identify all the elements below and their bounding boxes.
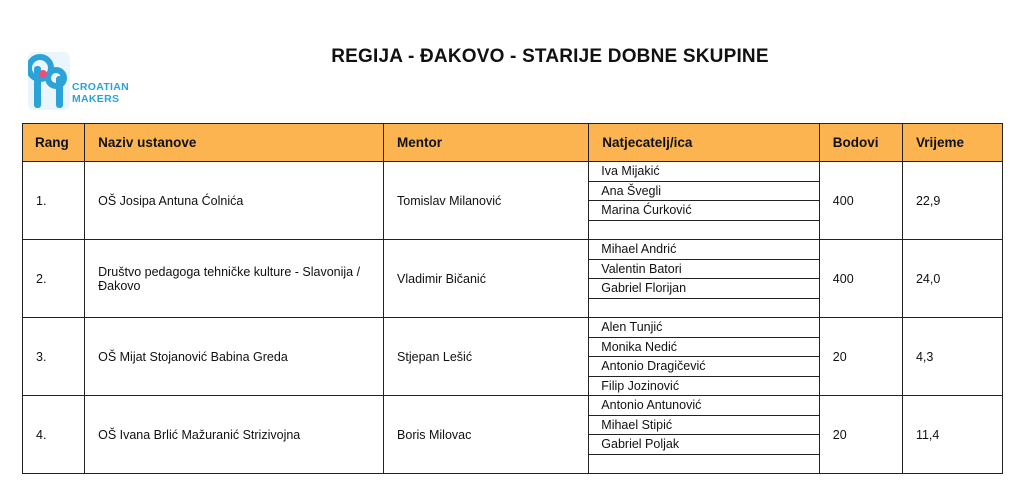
rang-cell: 3. xyxy=(23,318,85,396)
mentor-cell: Vladimir Bičanić xyxy=(384,240,589,318)
table-header-row xyxy=(23,124,1003,162)
table-row xyxy=(23,240,1003,318)
competitor-name: Gabriel Florijan xyxy=(589,279,819,299)
mentor-cell: Tomislav Milanović xyxy=(384,162,589,240)
naziv-cell: OŠ Josipa Antuna Ćolnića xyxy=(85,162,384,240)
vrijeme-cell: 24,0 xyxy=(902,240,1002,318)
makers-logo-icon xyxy=(28,48,72,110)
header-vrijeme: Vrijeme xyxy=(902,124,1002,162)
vrijeme-cell: 22,9 xyxy=(902,162,1002,240)
competitor-name: Antonio Antunović xyxy=(589,396,819,416)
naziv-cell: Društvo pedagoga tehničke kulture - Slavonija / Đakovo xyxy=(85,240,384,318)
vrijeme-cell: 4,3 xyxy=(902,318,1002,396)
page-title: REGIJA - ĐAKOVO - STARIJE DOBNE SKUPINE xyxy=(331,46,769,67)
rang-cell: 2. xyxy=(23,240,85,318)
competitor-name: Alen Tunjić xyxy=(589,318,819,338)
results-table xyxy=(22,123,1003,474)
logo-wordmark xyxy=(72,81,129,105)
competitor-name: Monika Nedić xyxy=(589,338,819,358)
competitor-name xyxy=(589,299,819,318)
bodovi-cell: 400 xyxy=(819,162,902,240)
mentor-cell: Boris Milovac xyxy=(384,396,589,474)
competitor-name: Iva Mijakić xyxy=(589,162,819,182)
rang-cell: 1. xyxy=(23,162,85,240)
competitor-name xyxy=(589,455,819,474)
mentor-cell: Stjepan Lešić xyxy=(384,318,589,396)
naziv-cell: OŠ Ivana Brlić Mažuranić Strizivojna xyxy=(85,396,384,474)
competitor-name: Gabriel Poljak xyxy=(589,435,819,455)
competitor-name: Filip Jozinović xyxy=(601,378,680,393)
naziv-cell: OŠ Mijat Stojanović Babina Greda xyxy=(85,318,384,396)
competitor-name: Valentin Batori xyxy=(589,260,819,280)
bodovi-cell: 20 xyxy=(819,318,902,396)
table-row xyxy=(23,396,1003,474)
header-naziv: Naziv ustanove xyxy=(85,124,384,162)
table-row xyxy=(23,162,1003,240)
vrijeme-cell: 11,4 xyxy=(902,396,1002,474)
competitor-name: Mihael Andrić xyxy=(589,240,819,260)
bodovi-cell: 400 xyxy=(819,240,902,318)
competitors-cell xyxy=(589,240,820,318)
competitor-name: Marina Ćurković xyxy=(589,201,819,221)
competitors-cell xyxy=(589,318,820,396)
competitor-name xyxy=(589,221,819,240)
header-rang: Rang xyxy=(23,124,85,162)
logo-line-1: CROATIAN xyxy=(72,81,130,93)
competitors-cell xyxy=(589,396,820,474)
rang-cell: 4. xyxy=(23,396,85,474)
competitor-name: Ana Švegli xyxy=(589,182,819,202)
competitor-name: Antonio Dragičević xyxy=(589,357,819,377)
bodovi-cell: 20 xyxy=(819,396,902,474)
croatian-makers-logo xyxy=(28,48,158,110)
competitor-name: Mihael Stipić xyxy=(589,416,819,436)
table-row xyxy=(23,318,1003,396)
competitors-cell xyxy=(589,162,820,240)
header-bodovi: Bodovi xyxy=(819,124,902,162)
logo-line-2: MAKERS xyxy=(72,93,120,105)
header-natjecatelji: Natjecatelj/ica xyxy=(589,124,820,162)
header-mentor: Mentor xyxy=(384,124,589,162)
